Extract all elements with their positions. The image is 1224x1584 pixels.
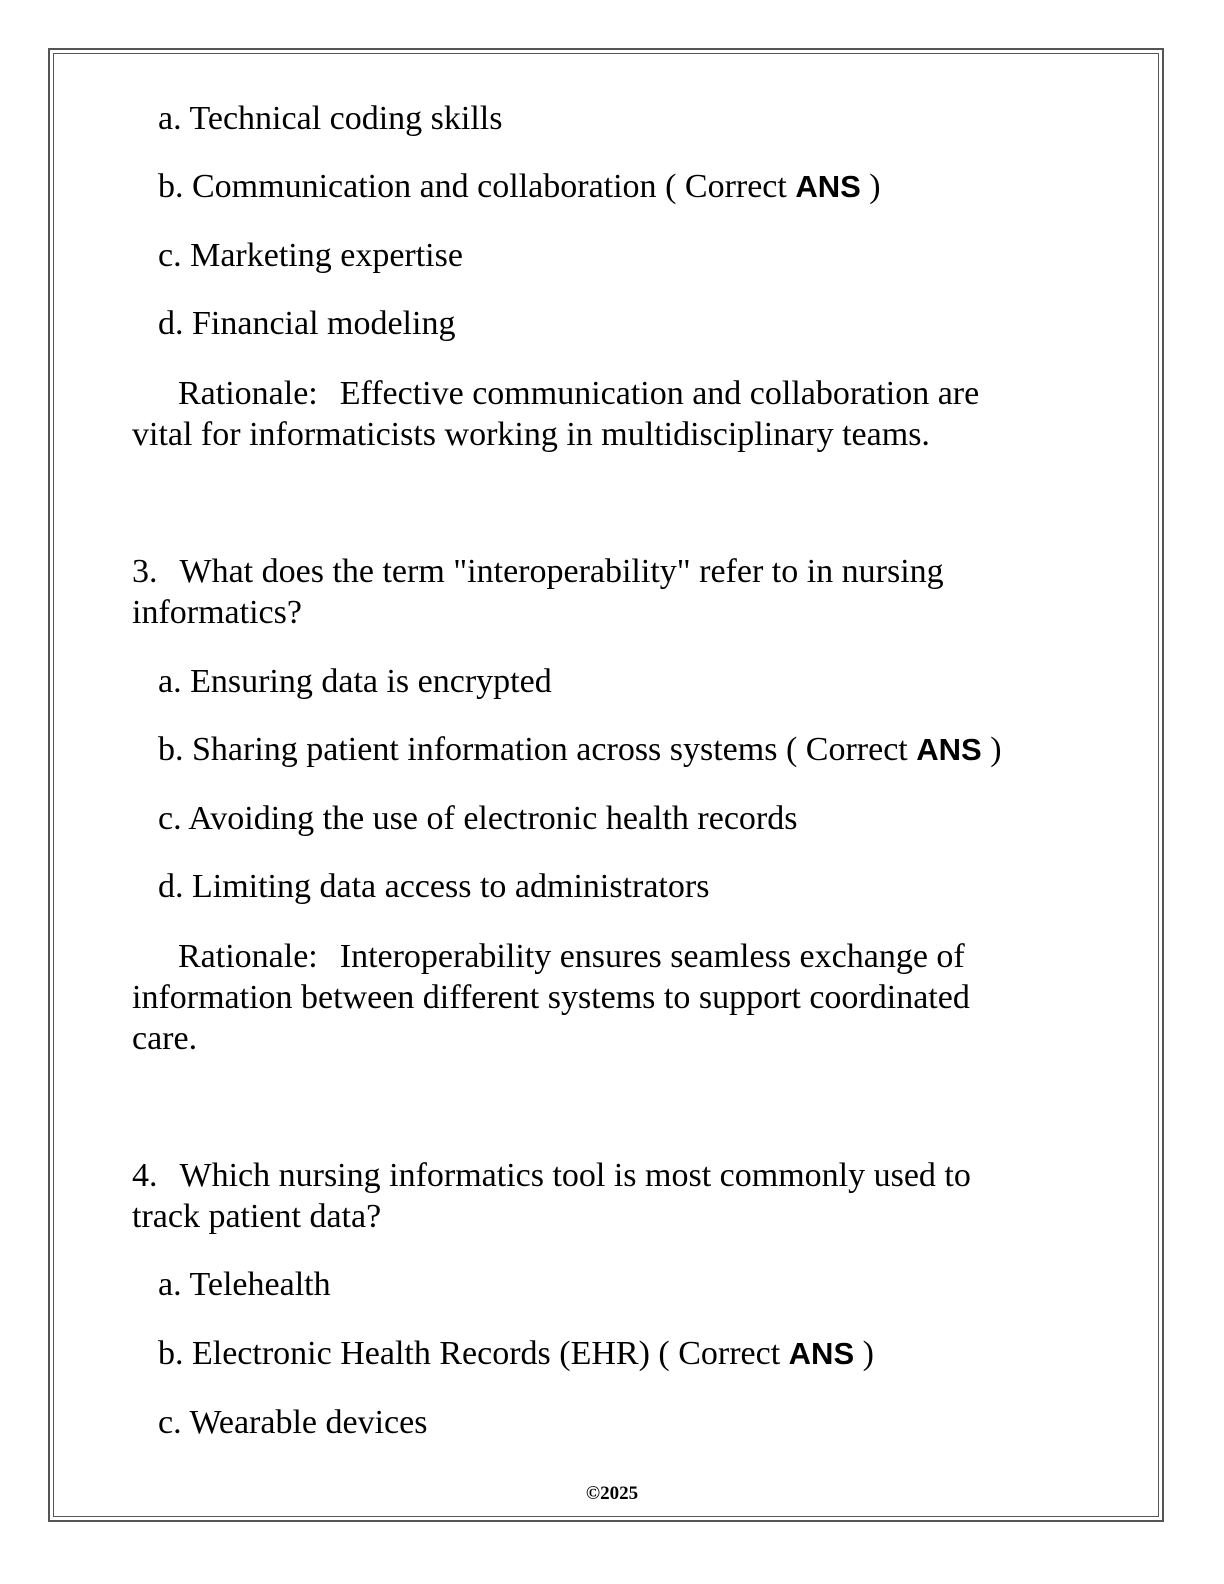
correct-marker-open: ( Correct — [665, 168, 787, 205]
option-c: c. Avoiding the use of electronic health records — [158, 800, 798, 837]
correct-marker-close: ) — [862, 1335, 874, 1372]
ans-label: ANS — [795, 169, 861, 204]
question-number: 3. — [132, 553, 158, 590]
rationale: Rationale: Effective communication and collaboration are vital for informaticists working in multidisciplinary teams. — [132, 375, 980, 453]
question-4: 4. Which nursing informatics tool is most commonly used to track patient data? — [132, 1157, 971, 1235]
option-b-correct: b. Electronic Health Records (EHR) ( Correct ANS ) — [158, 1335, 874, 1372]
question-3: 3. What does the term "interoperability" refer to in nursing informatics? — [132, 553, 944, 631]
footer-copyright: ©2025 — [585, 1483, 639, 1504]
ans-label: ANS — [916, 732, 982, 767]
rationale-label: Rationale: — [178, 938, 318, 975]
option-c: c. Wearable devices — [158, 1404, 428, 1441]
ans-label: ANS — [788, 1336, 855, 1371]
option-a: a. Telehealth — [158, 1266, 331, 1303]
option-d: d. Financial modeling — [158, 305, 456, 342]
question-number: 4. — [132, 1157, 158, 1194]
rationale: Rationale: Interoperability ensures seamless exchange of information between different systems to support coordinated care. — [132, 938, 970, 1057]
option-b-correct: b. Communication and collaboration ( Correct ANS ) — [158, 168, 881, 205]
correct-marker-close: ) — [869, 168, 881, 205]
option-a: a. Ensuring data is encrypted — [158, 663, 552, 700]
rationale-label: Rationale: — [178, 375, 318, 412]
option-c: c. Marketing expertise — [158, 237, 463, 274]
option-a: a. Technical coding skills — [158, 100, 503, 137]
option-d: d. Limiting data access to administrators — [158, 868, 710, 905]
option-b-correct: b. Sharing patient information across systems ( Correct ANS ) — [158, 731, 1002, 768]
correct-marker-close: ) — [990, 731, 1002, 768]
correct-marker-open: ( Correct — [658, 1335, 781, 1372]
correct-marker-open: ( Correct — [785, 731, 908, 768]
